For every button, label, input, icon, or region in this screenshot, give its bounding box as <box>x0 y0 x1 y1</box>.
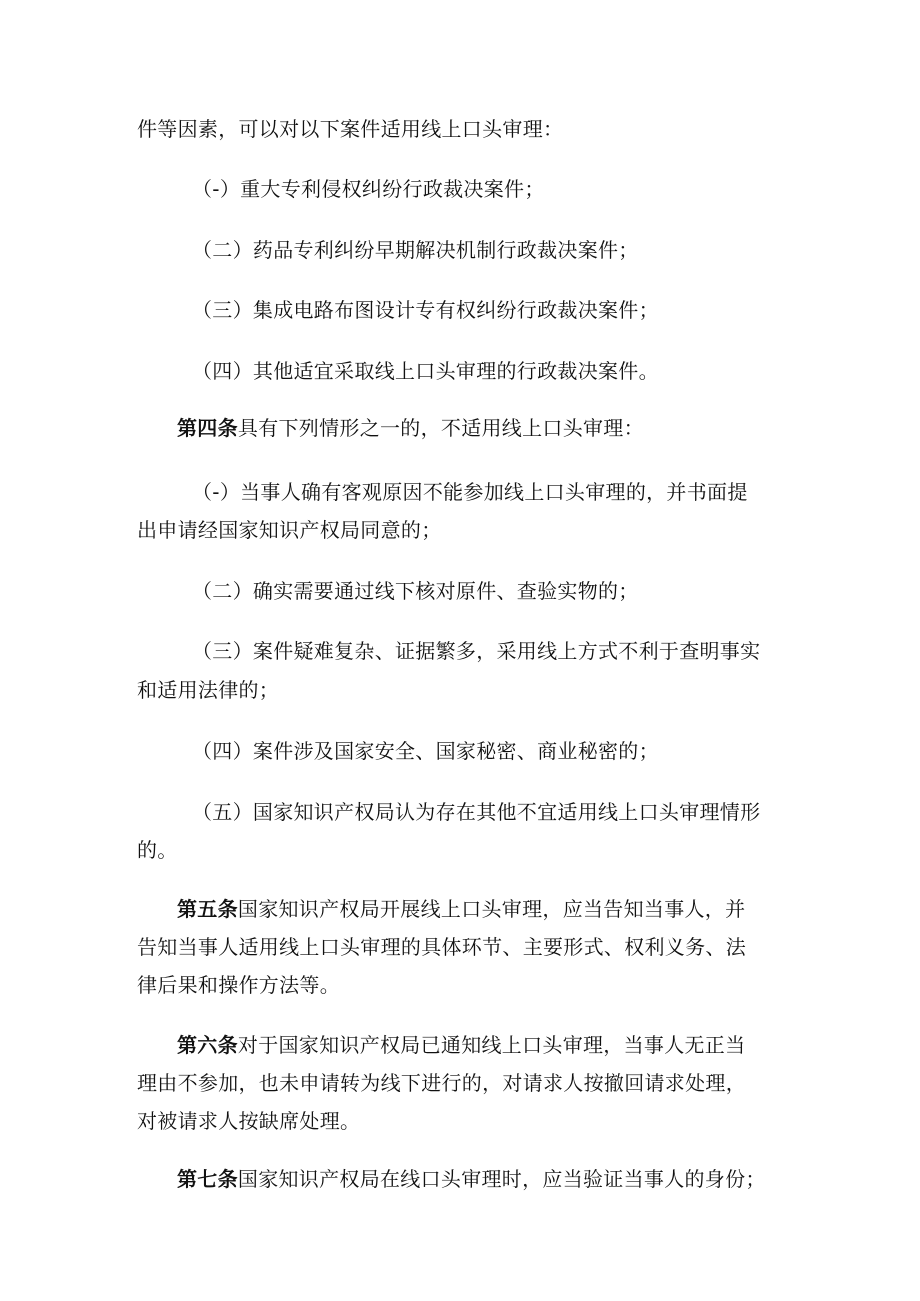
paragraph-line: 告知当事人适用线上口头审理的具体环节、主要形式、权利义务、法 <box>137 935 746 959</box>
article-number: 第七条 <box>177 1167 238 1191</box>
list-item: （三）集成电路布图设计专有权纠纷行政裁决案件； <box>192 298 659 322</box>
list-item: （-）重大专利侵权纠纷行政裁决案件； <box>192 177 545 201</box>
paragraph-line: 律后果和操作方法等。 <box>137 973 340 997</box>
article-6-paragraph: 第六条对于国家知识产权局已通知线上口头审理，当事人无正当 <box>177 1033 746 1057</box>
paragraph-line: 出申请经国家知识产权局同意的； <box>137 518 442 542</box>
list-item: （二）确实需要通过线下核对原件、查验实物的； <box>192 579 639 603</box>
paragraph-line: 对被请求人按缺席处理。 <box>137 1109 361 1133</box>
list-item: （-）当事人确有客观原因不能参加线上口头审理的，并书面提 <box>192 480 748 504</box>
article-4-paragraph: 第四条具有下列情形之一的，不适用线上口头审理： <box>177 416 644 440</box>
list-item: （二）药品专利纠纷早期解决机制行政裁决案件； <box>192 238 639 262</box>
list-item: （四）其他适宜采取线上口头审理的行政裁决案件。 <box>192 359 659 383</box>
article-number: 第五条 <box>177 897 238 921</box>
paragraph-line: 件等因素，可以对以下案件适用线上口头审理： <box>137 117 564 141</box>
article-7-paragraph: 第七条国家知识产权局在线口头审理时，应当验证当事人的身份； <box>177 1167 766 1191</box>
article-number: 第四条 <box>177 416 238 440</box>
list-item: （三）案件疑难复杂、证据繁多，采用线上方式不利于查明事实 <box>192 639 761 663</box>
paragraph-line: 理由不参加，也未申请转为线下进行的，对请求人按撤回请求处理， <box>137 1071 746 1095</box>
article-number: 第六条 <box>177 1033 238 1057</box>
paragraph-line: 的。 <box>137 838 178 862</box>
article-5-paragraph: 第五条国家知识产权局开展线上口头审理，应当告知当事人，并 <box>177 897 746 921</box>
list-item: （四）案件涉及国家安全、国家秘密、商业秘密的； <box>192 739 659 763</box>
paragraph-line: 和适用法律的； <box>137 678 280 702</box>
list-item: （五）国家知识产权局认为存在其他不宜适用线上口头审理情形 <box>192 800 761 824</box>
